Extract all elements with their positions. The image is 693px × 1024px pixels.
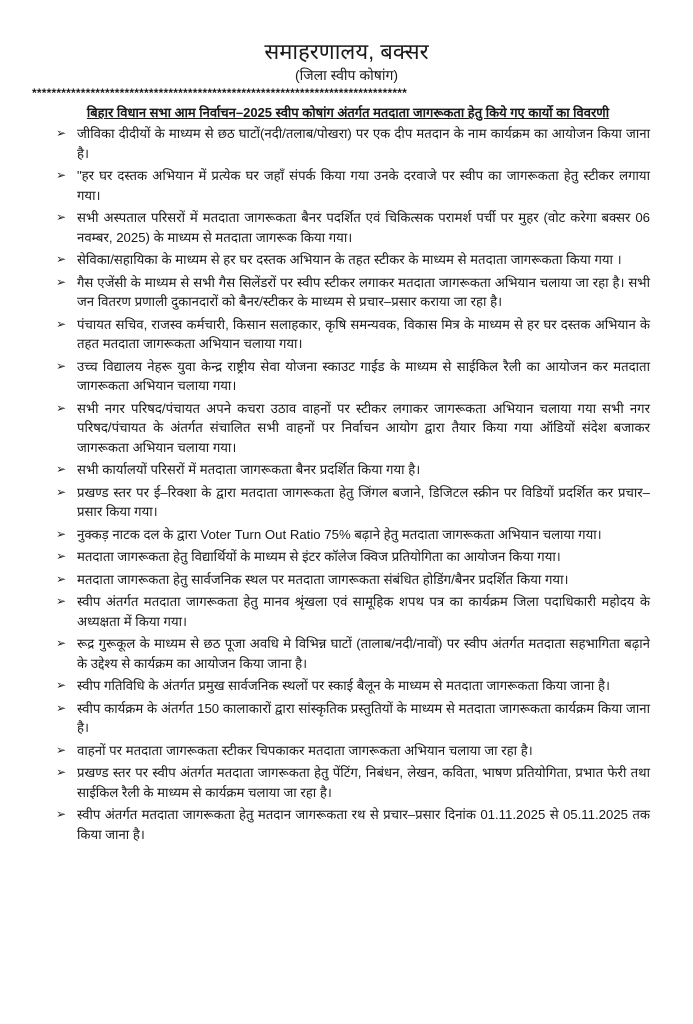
- list-item-text: सेविका/सहायिका के माध्यम से हर घर दस्तक अभियान के तहत स्टीकर के माध्यम से मतदाता जागरूकता किया गया ।: [77, 252, 622, 267]
- list-item-text: सभी कार्यालयों परिसरों में मतदाता जागरूकता बैनर प्रदर्शित किया गया है।: [77, 462, 421, 477]
- list-item: [54, 250, 650, 270]
- arrow-bullet-icon: ➢: [56, 126, 67, 140]
- arrow-bullet-icon: ➢: [56, 765, 67, 779]
- list-item-text: नुक्कड़ नाटक दल के द्वारा Voter Turn Out Ratio 75% बढ़ाने हेतु मतदाता जागरूकता अभियान चलाया गया।: [77, 526, 602, 542]
- list-item: [54, 460, 650, 480]
- arrow-bullet-icon: ➢: [56, 210, 67, 224]
- list-item: [54, 699, 650, 738]
- arrow-bullet-icon: ➢: [56, 807, 67, 821]
- list-item-text: उच्च विद्यालय नेहरू युवा केन्द्र राष्ट्रीय सेवा योजना स्काउट गाईड के माध्यम से साईकिल रैली का आयोजन कर मतदाता जागरूकता अभियान चलाया गया।: [77, 358, 650, 393]
- arrow-bullet-icon: ➢: [56, 678, 67, 692]
- list-item-text: प्रखण्ड स्तर पर स्वीप अंतर्गत मतदाता जागरूकता हेतु पेंटिंग, निबंधन, लेखन, कविता, भाषण प्रतियोगिता, प्रभात फेरी तथा साईकिल रैली के माध्यम से कार्यक्रम चलाया जा रहा है।: [77, 765, 650, 800]
- list-item-text: मतदाता जागरूकता हेतु विद्यार्थियों के माध्यम से इंटर कॉलेज क्विज प्रतियोगिता का आयोजन किया गया।: [77, 549, 561, 564]
- list-item: [54, 592, 650, 631]
- arrow-bullet-icon: ➢: [56, 400, 67, 415]
- list-item-text: स्वीप अंतर्गत मतदाता जागरूकता हेतु मानव श्रृंखला एवं सामूहिक शपथ पत्र का कार्यक्रम जिला पदाधिकारी महोदय के अध्यक्षता में किया गया।: [77, 594, 650, 629]
- list-item: [54, 525, 650, 545]
- list-item: [54, 399, 650, 458]
- list-item: [54, 315, 650, 354]
- list-item-text: स्वीप गतिविधि के अंतर्गत प्रमुख सार्वजनिक स्थलों पर स्काई बैलून के माध्यम से मतदाता जागरूकता किया जाना है।: [77, 678, 610, 693]
- arrow-bullet-icon: ➢: [56, 316, 67, 331]
- list-item-text: स्वीप कार्यक्रम के अंतर्गत 150 कालाकारों द्वारा सांस्कृतिक प्रस्तुतियों के माध्यम से मतदाता जागरूकता कार्यक्रम किया जाना है।: [77, 700, 650, 735]
- arrow-bullet-icon: ➢: [56, 358, 67, 373]
- list-item: [54, 570, 650, 590]
- list-item: [54, 676, 650, 696]
- list-item-text: रूद्र गुरूकूल के माध्यम से छठ पूजा अवधि मे विभिन्न घाटों (तालाब/नदी/नावों) पर स्वीप अंतर्गत मतदाता सहभागिता बढ़ाने के उद्देश्य से कार्यक्रम का आयोजन किया जाना है।: [77, 636, 650, 671]
- arrow-bullet-icon: ➢: [56, 274, 67, 289]
- list-item-text: वाहनों पर मतदाता जागरूकता स्टीकर चिपकाकर मतदाता जागरूकता अभियान चलाया जा रहा है।: [77, 742, 533, 758]
- list-item-text: पंचायत सचिव, राजस्व कर्मचारी, किसान सलाहकार, कृषि समन्यवक, विकास मित्र के माध्यम से हर घर दस्तक अभियान के तहत मतदाता जागरूकता अभियान चलाया गया।: [77, 316, 650, 351]
- list-item: [54, 634, 650, 673]
- arrow-bullet-icon: ➢: [56, 462, 67, 476]
- list-item: [54, 208, 650, 247]
- list-item: [54, 166, 650, 205]
- list-item-text: गैस एजेंसी के माध्यम से सभी गैस सिलेंडरों पर स्वीप स्टीकर लगाकर मतदाता जागरूकता अभियान चलाया जा रहा है। सभी जन वितरण प्रणाली दुकानदारों को बैनर/स्टीकर के माध्यम से प्रचार–प्रसार कराया जा रहा है।: [77, 274, 650, 309]
- list-item: [54, 483, 650, 522]
- arrow-bullet-icon: ➢: [56, 526, 67, 541]
- list-item: [54, 763, 650, 802]
- arrow-bullet-icon: ➢: [56, 252, 67, 266]
- arrow-bullet-icon: ➢: [56, 594, 67, 608]
- arrow-bullet-icon: ➢: [56, 549, 67, 563]
- arrow-bullet-icon: ➢: [56, 484, 67, 499]
- arrow-bullet-icon: ➢: [56, 168, 67, 182]
- list-item-text: प्रखण्ड स्तर पर ई–रिक्शा के द्वारा मतदाता जागरूकता हेतु जिंगल बजाने, डिजिटल स्क्रीन पर विडियों प्रदर्शित कर प्रचार–प्रसार किया गया।: [77, 484, 650, 519]
- list-item-text: "हर घर दस्तक अभियान में प्रत्येक घर जहाँ संपर्क किया गया उनके दरवाजे पर स्वीप का जागरूकता हेतु स्टीकर लगाया गया।: [77, 168, 650, 203]
- list-item-text: जीविका दीदीयों के माध्यम से छठ घाटों(नदी/तलाब/पोखरा) पर एक दीप मतदान के नाम कार्यक्रम का आयोजन किया जाना है।: [77, 126, 650, 161]
- arrow-bullet-icon: ➢: [56, 636, 67, 650]
- office-subtitle: (जिला स्वीप कोषांग): [294, 67, 399, 83]
- arrow-bullet-icon: ➢: [56, 742, 67, 757]
- list-item: [54, 273, 650, 312]
- list-item: [54, 741, 650, 761]
- arrow-bullet-icon: ➢: [56, 700, 67, 715]
- list-item: [54, 805, 650, 844]
- list-item: [54, 547, 650, 567]
- list-item: [54, 124, 650, 163]
- list-item-text: मतदाता जागरूकता हेतु सार्वजनिक स्थल पर मतदाता जागरूकता संबंधित होडिंग/बैनर प्रदर्शित किया गया।: [77, 571, 569, 587]
- list-item: [54, 357, 650, 396]
- list-item-text: सभी नगर परिषद/पंचायत अपने कचरा उठाव वाहनों पर स्टीकर लगाकर जागरूकता अभियान चलाया गया सभी नगर परिषद/पंचायत के अंतर्गत संचालित सभी वाहनों पर निर्वाचन आयोग द्वारा तैयार किया गया ऑडियों संदेश बजाकर जागरूकता अभियान चलाया गया।: [77, 400, 650, 455]
- separator-line: *****************************************************************************: [32, 86, 407, 100]
- activity-list: [54, 124, 650, 847]
- office-title: समाहरणालय, बक्सर: [264, 39, 429, 64]
- list-item-text: स्वीप अंतर्गत मतदाता जागरूकता हेतु मतदान जागरूकता रथ से प्रचार–प्रसार दिनांक 01.11.2025 से 05.11.2025 तक किया जाना है।: [77, 807, 650, 842]
- document-heading: बिहार विधान सभा आम निर्वाचन–2025 स्वीप कोषांग अंतर्गत मतदाता जागरूकता हेतु किये गए कार्यो का विवरणी: [86, 105, 610, 120]
- arrow-bullet-icon: ➢: [56, 571, 67, 586]
- list-item-text: सभी अस्पताल परिसरों में मतदाता जागरूकता बैनर पदर्शित एवं चिकित्सक परामर्श पर्ची पर मुहर (वोट करेगा बक्सर 06 नवम्बर, 2025) के माध्यम से मतदाता जागरूक किया गया।: [77, 210, 650, 245]
